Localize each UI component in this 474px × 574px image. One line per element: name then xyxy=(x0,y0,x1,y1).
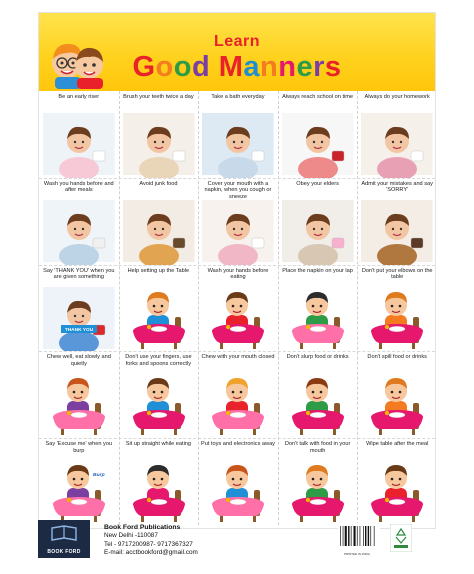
manner-card xyxy=(119,438,199,525)
title-letter: r xyxy=(313,51,325,83)
manner-card xyxy=(278,91,358,178)
manner-card xyxy=(119,265,199,352)
poster xyxy=(38,12,436,529)
card-caption: Say 'THANK YOU' when you are given something xyxy=(43,267,115,281)
thank-you-card-text: THANK YOU xyxy=(64,327,94,333)
title-banner xyxy=(39,13,435,91)
cartoon-napkin-lap-icon xyxy=(278,265,358,352)
title-letter: n xyxy=(260,51,279,83)
card-caption: Take a bath everyday xyxy=(211,94,265,100)
card-caption: Don't slurp food or drinks xyxy=(286,354,349,361)
manner-card xyxy=(357,91,436,178)
card-caption: Don't spill food or drinks xyxy=(367,354,427,361)
manner-card xyxy=(278,265,358,352)
cartoon-no-spill-icon xyxy=(357,351,436,438)
card-caption: Always do your homework xyxy=(364,94,430,100)
manner-card xyxy=(39,265,119,352)
title-letter: o xyxy=(173,51,192,83)
manner-card xyxy=(198,265,278,352)
grid-divider xyxy=(39,351,435,352)
grid-divider xyxy=(357,91,358,525)
publisher-info xyxy=(104,524,198,558)
card-caption: Be an early riser xyxy=(58,94,100,100)
cartoon-wipe-table-icon xyxy=(357,438,436,525)
card-caption: Sit up straight while eating xyxy=(125,441,192,448)
grid-divider xyxy=(39,178,435,179)
card-caption: Obey your elders xyxy=(296,180,339,187)
child-bathing-photo-icon xyxy=(198,91,278,178)
grid-divider xyxy=(278,91,279,525)
grid-divider xyxy=(39,265,435,266)
manner-card xyxy=(198,178,278,265)
manner-card xyxy=(357,438,436,525)
cartoon-mouth-closed-icon xyxy=(198,351,278,438)
logo-text: BOOK FORD xyxy=(47,549,81,555)
manner-card xyxy=(39,351,119,438)
title-letter: n xyxy=(278,51,297,83)
card-caption: Avoid junk food xyxy=(139,180,178,187)
publisher-footer xyxy=(38,515,436,565)
manner-card xyxy=(39,91,119,178)
manner-card xyxy=(198,438,278,525)
title-letter: d xyxy=(191,51,211,83)
card-caption: Cover your mouth with a napkin, when you cough or sneeze xyxy=(204,180,272,200)
grid-divider xyxy=(119,91,120,525)
card-caption: Always reach school on time xyxy=(282,94,354,100)
book-logo-icon xyxy=(38,520,90,548)
card-caption: Put toys and electronics away xyxy=(200,441,275,448)
card-caption: Admit your mistakes and say 'SORRY' xyxy=(361,180,433,194)
grid-divider xyxy=(198,91,199,525)
card-caption: Help setting up the Table xyxy=(127,267,190,274)
card-caption: Don't talk with food in your mouth xyxy=(284,441,351,454)
title-letter: M xyxy=(218,51,244,83)
girl-with-school-bag-photo-icon xyxy=(278,91,358,178)
boy-eating-burger-photo-icon xyxy=(119,178,199,265)
title-letter: G xyxy=(132,51,156,83)
manner-card xyxy=(39,178,119,265)
card-caption: Don't use your fingers, use forks and spoons correctly xyxy=(125,354,192,367)
title-letter: a xyxy=(243,51,261,83)
manner-card xyxy=(357,265,436,352)
manner-card xyxy=(39,438,119,525)
manner-card xyxy=(119,178,199,265)
manner-card xyxy=(278,351,358,438)
cartoon-no-slurp-icon xyxy=(278,351,358,438)
manner-card xyxy=(198,91,278,178)
manner-card xyxy=(119,351,199,438)
cartoon-setting-table-icon xyxy=(119,265,199,352)
publisher-city: New Delhi -110087 xyxy=(104,532,158,540)
title-letter: s xyxy=(324,51,342,83)
manner-card xyxy=(357,351,436,438)
grid-divider xyxy=(39,438,435,439)
manner-card xyxy=(278,438,358,525)
publisher-email: E-mail: acctbookford@gmail.com xyxy=(104,549,198,557)
card-caption: Chew well, eat slowly and quietly xyxy=(46,354,111,367)
manner-card xyxy=(198,351,278,438)
card-caption: Don't put your elbows on the table xyxy=(361,267,433,281)
barcode-icon xyxy=(338,523,380,551)
recycle-icon xyxy=(390,524,412,552)
manners-grid xyxy=(39,91,435,525)
burp-text: Burp xyxy=(92,472,105,479)
card-caption: Wipe table after the meal xyxy=(366,441,429,448)
manner-card xyxy=(357,178,436,265)
cartoon-sit-straight-icon xyxy=(119,438,199,525)
card-caption: Wash your hands before eating xyxy=(207,267,269,281)
card-caption: Chew with your mouth closed xyxy=(201,354,275,361)
manner-card xyxy=(278,178,358,265)
mother-helping-homework-photo-icon xyxy=(357,91,436,178)
publisher-logo xyxy=(38,520,90,558)
publisher-name: Book Ford Publications xyxy=(104,524,181,531)
title-good-manners xyxy=(39,51,435,84)
girl-listening-elder-photo-icon xyxy=(278,178,358,265)
manner-card xyxy=(119,91,199,178)
printed-in-india: PRINTED IN INDIA xyxy=(344,552,370,556)
title-letter: o xyxy=(155,51,174,83)
card-caption: Wash you hands before and after meals xyxy=(43,180,114,194)
boy-brushing-teeth-photo-icon xyxy=(119,91,199,178)
publisher-phone: Tel - 9717200987- 9717367327 xyxy=(104,540,193,548)
card-caption: Brush your teeth twice a day xyxy=(123,94,194,100)
title-letter xyxy=(210,51,219,84)
cartoon-toys-away-icon xyxy=(198,438,278,525)
card-caption: Say 'Excuse me' when you burp xyxy=(45,441,113,454)
title-letter: e xyxy=(296,51,314,83)
girl-stretching-bed-photo-icon xyxy=(39,91,119,178)
card-caption: Place the napkin on your lap xyxy=(282,267,353,274)
title-learn: Learn xyxy=(213,33,261,50)
